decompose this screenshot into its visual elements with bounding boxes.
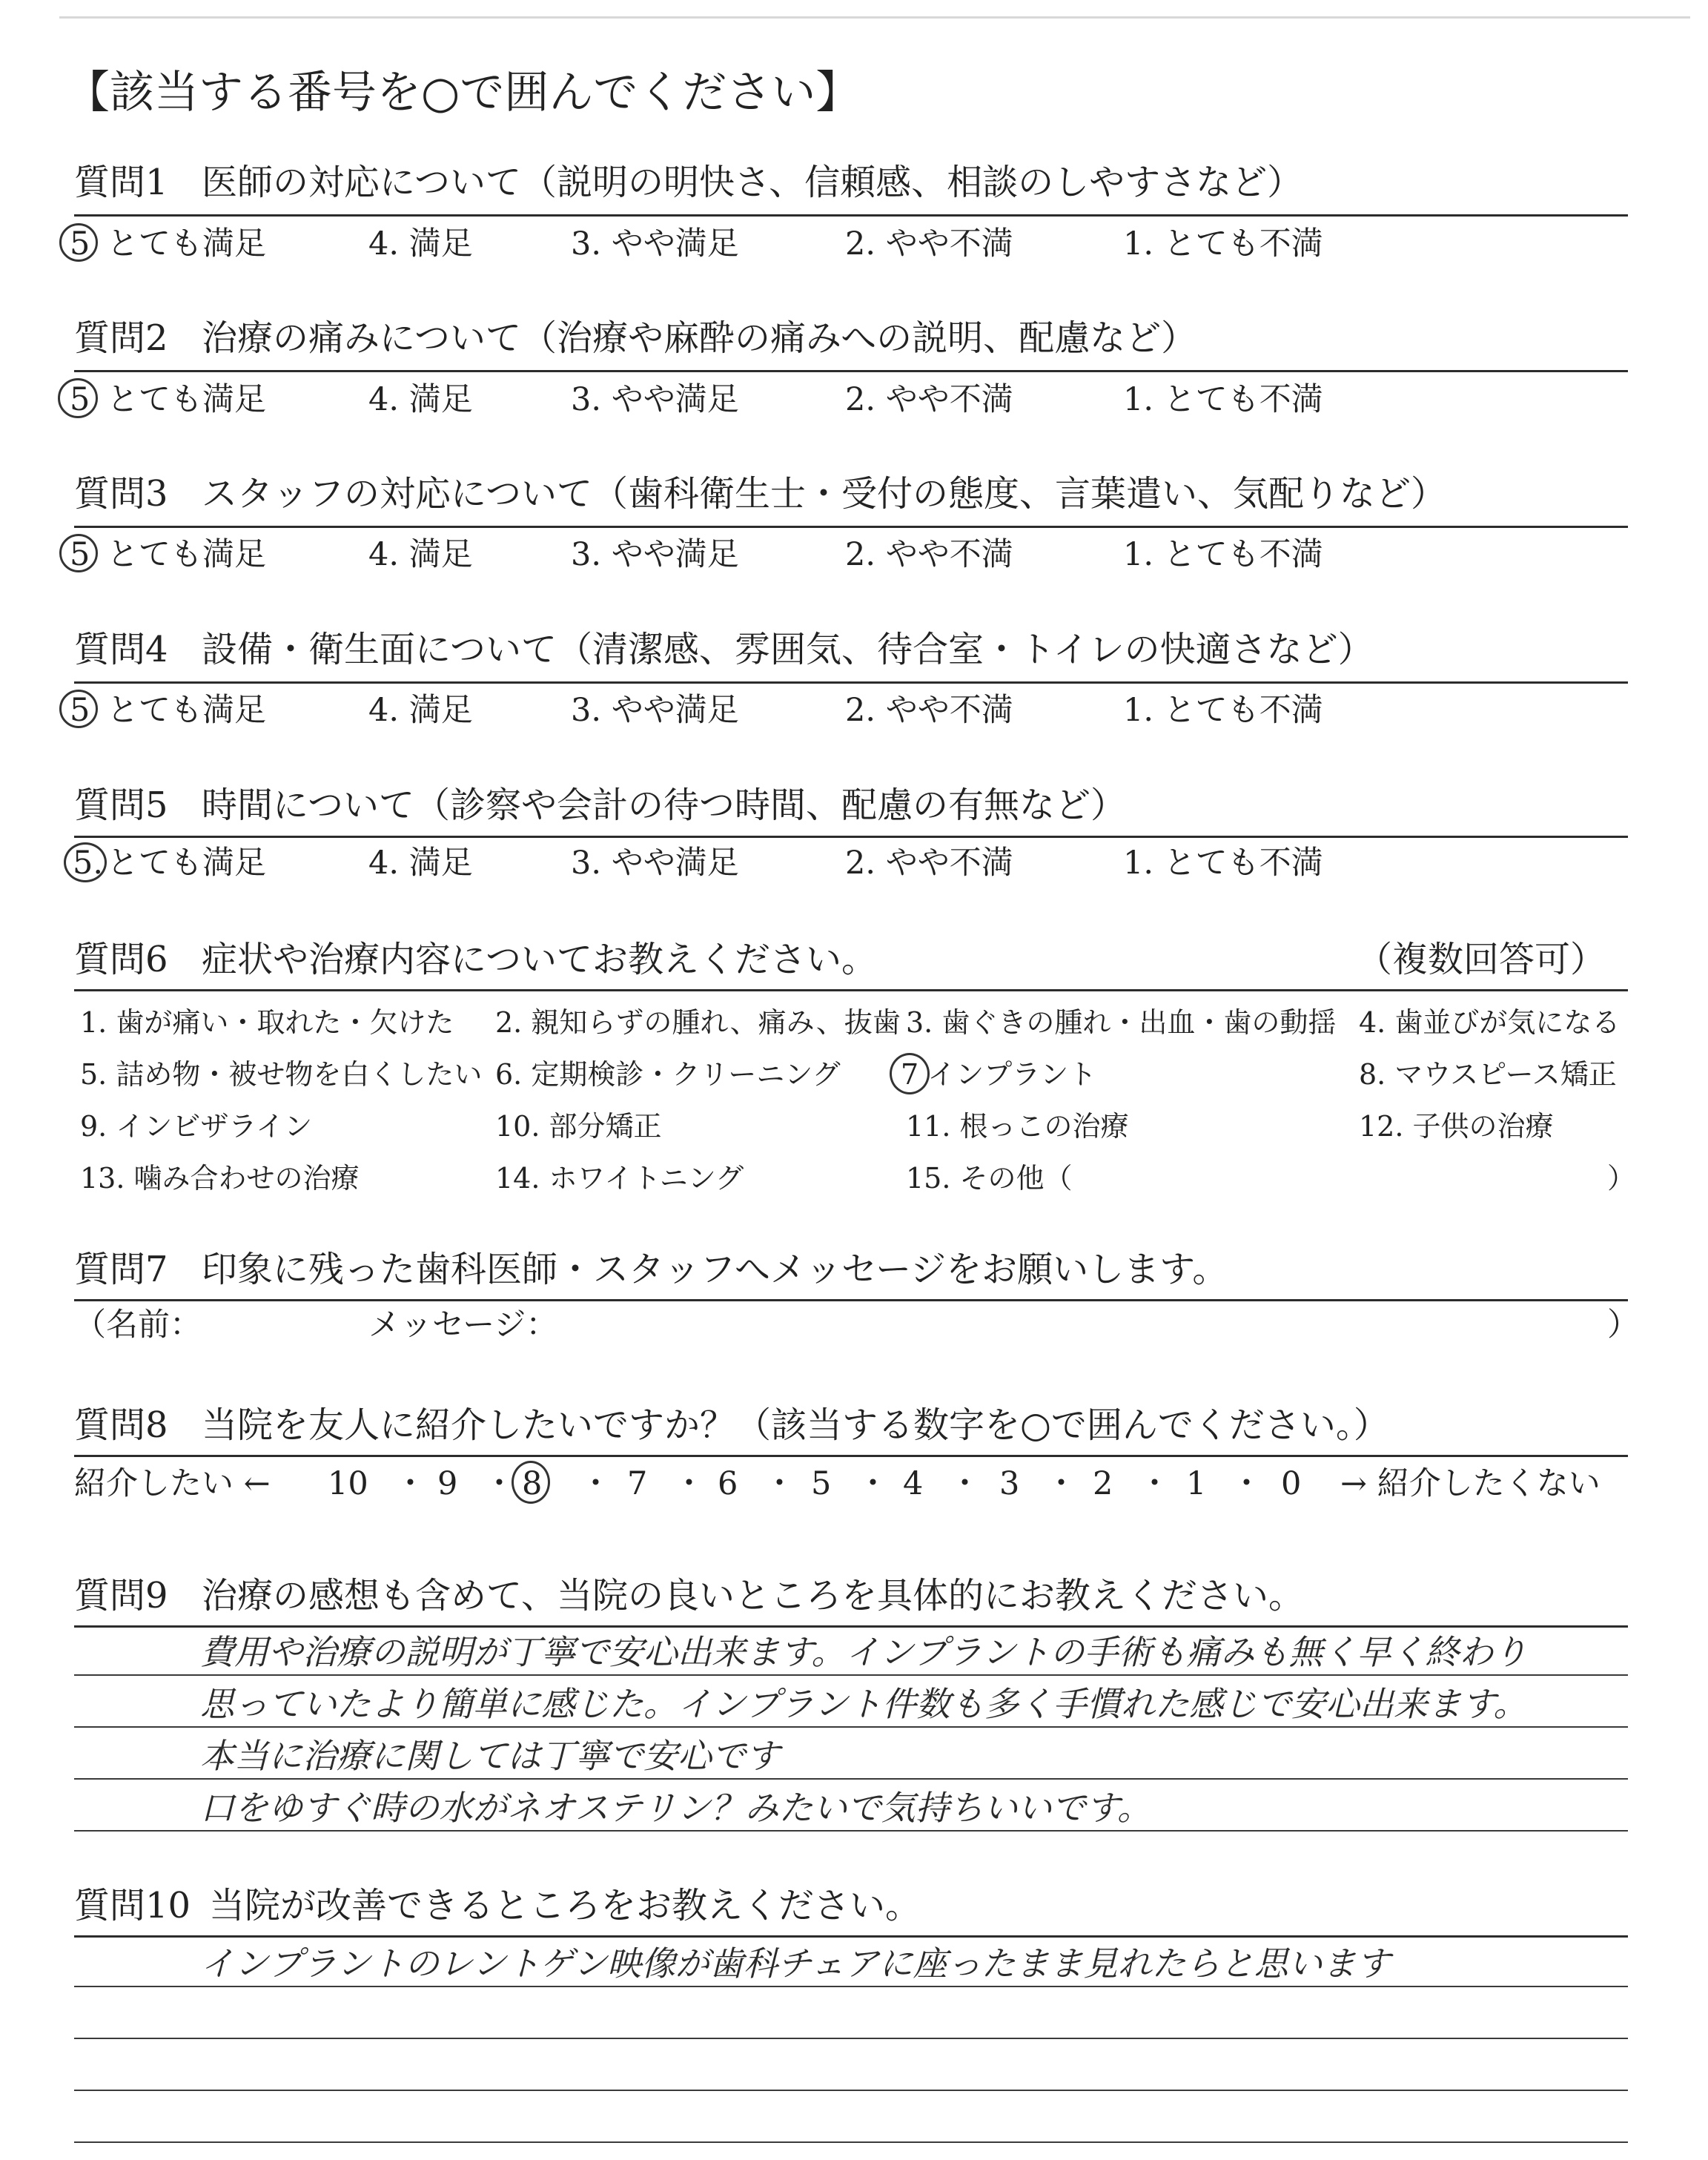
- q6-item-8[interactable]: 8. マウスピース矯正: [1359, 1058, 1617, 1091]
- q5-option-3[interactable]: 3. やや満足: [571, 845, 739, 882]
- q3-rule: [74, 526, 1628, 528]
- instruction-header: 【該当する番号を○で囲んでください】: [65, 67, 861, 119]
- q6-label: 質問6: [74, 939, 168, 980]
- q3-text: スタッフの対応について（歯科衛生士・受付の態度、言葉遣い、気配りなど）: [202, 473, 1447, 515]
- q7-name-label: （名前：: [74, 1307, 202, 1344]
- q8-left-label: 紹介したい ←: [74, 1465, 271, 1502]
- q10-answer-rule: [74, 2141, 1628, 2143]
- q10-label: 質問10: [74, 1885, 191, 1926]
- q1-option-1[interactable]: 1. とても不満: [1123, 225, 1323, 262]
- q9-answer-line-2: 思っていたより簡単に感じた。インプラント件数も多く手慣れた感じで安心出来ます。: [200, 1684, 1528, 1724]
- q5-rule: [74, 836, 1628, 838]
- q4-option-4[interactable]: 4. 満足: [368, 692, 473, 729]
- q4-option-3[interactable]: 3. やや満足: [571, 692, 739, 729]
- q8-scale-7[interactable]: 7: [627, 1465, 648, 1502]
- q3-option-5[interactable]: とても満足: [107, 536, 266, 573]
- q8-scale-10[interactable]: 10: [328, 1465, 368, 1502]
- q5-option-1[interactable]: 1. とても不満: [1123, 845, 1323, 882]
- q6-item-1[interactable]: 1. 歯が痛い・取れた・欠けた: [80, 1006, 454, 1039]
- q8-scale-0[interactable]: 0: [1281, 1465, 1302, 1502]
- q2-option-3[interactable]: 3. やや満足: [571, 381, 739, 418]
- q9-answer-rule: [74, 1778, 1628, 1780]
- q8-scale-8[interactable]: 8: [522, 1465, 543, 1502]
- q10-answer-rule: [74, 2090, 1628, 2091]
- q6-item-10[interactable]: 10. 部分矯正: [495, 1110, 662, 1143]
- q5-label: 質問5: [74, 785, 168, 826]
- q1-option-4[interactable]: 4. 満足: [368, 225, 473, 262]
- q8-sep: ・: [1045, 1465, 1077, 1502]
- q6-text: 症状や治療内容についてお教えください。: [202, 939, 878, 980]
- q10-answer-rule: [74, 2038, 1628, 2039]
- q10-answer-rule: [74, 1986, 1628, 1987]
- q5-option-5-number[interactable]: 5.: [73, 845, 104, 882]
- q3-option-3[interactable]: 3. やや満足: [571, 536, 739, 573]
- q8-scale-5[interactable]: 5: [811, 1465, 832, 1502]
- q8-scale-9[interactable]: 9: [437, 1465, 458, 1502]
- q6-rule: [74, 989, 1628, 991]
- q6-item-7[interactable]: 7 インプラント: [901, 1058, 1097, 1091]
- q10-rule: [74, 1935, 1628, 1938]
- q9-label: 質問9: [74, 1575, 168, 1616]
- q8-sep: ・: [1139, 1465, 1171, 1502]
- q5-option-5[interactable]: とても満足: [107, 845, 266, 882]
- q8-scale-4[interactable]: 4: [903, 1465, 924, 1502]
- q7-close: ）: [1607, 1307, 1639, 1344]
- q4-label: 質問4: [74, 629, 168, 670]
- q10-text: 当院が改善できるところをお教えください。: [209, 1885, 921, 1926]
- q3-option-2[interactable]: 2. やや不満: [845, 536, 1013, 573]
- q5-option-2[interactable]: 2. やや不満: [845, 845, 1013, 882]
- q7-label: 質問7: [74, 1249, 168, 1290]
- q6-item-5[interactable]: 5. 詰め物・被せ物を白くしたい: [80, 1058, 483, 1091]
- q2-option-2[interactable]: 2. やや不満: [845, 381, 1013, 418]
- q6-item-13[interactable]: 13. 噛み合わせの治療: [80, 1162, 360, 1195]
- q1-option-2[interactable]: 2. やや不満: [845, 225, 1013, 262]
- q8-text: 当院を友人に紹介したいですか？（該当する数字を○で囲んでください。）: [202, 1404, 1389, 1446]
- q6-item-15[interactable]: 15. その他（: [906, 1162, 1073, 1195]
- q1-option-5[interactable]: とても満足: [107, 225, 266, 262]
- q1-option-3[interactable]: 3. やや満足: [571, 225, 739, 262]
- q7-message-label: メッセージ：: [368, 1307, 558, 1344]
- q1-label: 質問1: [74, 162, 168, 203]
- q8-rule: [74, 1455, 1628, 1457]
- q8-sep: ・: [1231, 1465, 1262, 1502]
- q3-label: 質問3: [74, 473, 168, 515]
- q6-item-6[interactable]: 6. 定期検診・クリーニング: [495, 1058, 841, 1091]
- top-divider: [59, 16, 1690, 19]
- q9-answer-rule: [74, 1674, 1628, 1676]
- q9-answer-rule: [74, 1830, 1628, 1832]
- q9-text: 治療の感想も含めて、当院の良いところを具体的にお教えください。: [202, 1575, 1305, 1616]
- q8-right-label: → 紹介したくない: [1340, 1465, 1601, 1502]
- q9-answer-line-1: 費用や治療の説明が丁寧で安心出来ます。インプラントの手術も痛みも無く早く終わり: [200, 1632, 1528, 1672]
- q6-note: （複数回答可）: [1357, 939, 1606, 980]
- q1-text: 医師の対応について（説明の明快さ、信頼感、相談のしやすさなど）: [202, 162, 1303, 203]
- q9-answer-rule: [74, 1726, 1628, 1728]
- q7-text: 印象に残った歯科医師・スタッフへメッセージをお願いします。: [202, 1249, 1228, 1290]
- q6-item-12[interactable]: 12. 子供の治療: [1359, 1110, 1554, 1143]
- q8-sep: ・: [580, 1465, 612, 1502]
- q3-option-4[interactable]: 4. 満足: [368, 536, 473, 573]
- q7-rule: [74, 1299, 1628, 1301]
- q6-item-4[interactable]: 4. 歯並びが気になる: [1359, 1006, 1621, 1039]
- q9-answer-line-3: 本当に治療に関しては丁寧で安心です: [200, 1736, 780, 1776]
- q2-rule: [74, 370, 1628, 372]
- q4-option-5-number[interactable]: 5: [70, 692, 90, 729]
- q8-scale-2[interactable]: 2: [1093, 1465, 1113, 1502]
- q6-item-11[interactable]: 11. 根っこの治療: [906, 1110, 1129, 1143]
- q8-sep: ・: [483, 1465, 515, 1502]
- q6-other-close: ）: [1607, 1162, 1636, 1195]
- q6-item-3[interactable]: 3. 歯ぐきの腫れ・出血・歯の動揺: [906, 1006, 1337, 1039]
- q8-scale-3[interactable]: 3: [999, 1465, 1020, 1502]
- q8-sep: ・: [949, 1465, 981, 1502]
- q4-rule: [74, 681, 1628, 684]
- q4-option-5[interactable]: とても満足: [107, 692, 266, 729]
- q1-rule: [74, 214, 1628, 217]
- q2-option-4[interactable]: 4. 満足: [368, 381, 473, 418]
- q9-rule: [74, 1625, 1628, 1628]
- q4-text: 設備・衛生面について（清潔感、雰囲気、待合室・トイレの快適さなど）: [202, 629, 1374, 670]
- q4-option-2[interactable]: 2. やや不満: [845, 692, 1013, 729]
- q2-option-5-number[interactable]: 5: [70, 381, 90, 418]
- q8-scale-6[interactable]: 6: [718, 1465, 738, 1502]
- q3-option-1[interactable]: 1. とても不満: [1123, 536, 1323, 573]
- q6-item-14[interactable]: 14. ホワイトニング: [495, 1162, 744, 1195]
- q6-item-2[interactable]: 2. 親知らずの腫れ、痛み、抜歯: [495, 1006, 901, 1039]
- q8-sep: ・: [857, 1465, 889, 1502]
- q2-label: 質問2: [74, 317, 168, 359]
- q8-scale-1[interactable]: 1: [1186, 1465, 1207, 1502]
- q9-answer-line-4: 口をゆすぐ時の水がネオステリン？みたいで気持ちいいです。: [200, 1788, 1151, 1828]
- q5-option-4[interactable]: 4. 満足: [368, 845, 473, 882]
- q2-option-5[interactable]: とても満足: [107, 381, 266, 418]
- q8-sep: ・: [764, 1465, 795, 1502]
- q4-option-1[interactable]: 1. とても不満: [1123, 692, 1323, 729]
- q2-text: 治療の痛みについて（治療や麻酔の痛みへの説明、配慮など）: [202, 317, 1197, 359]
- q3-option-5-number[interactable]: 5: [70, 536, 90, 573]
- q1-option-5-number[interactable]: 5: [70, 225, 90, 262]
- q10-answer-line-1: インプラントのレントゲン映像が歯科チェアに座ったまま見れたらと思います: [200, 1943, 1391, 1984]
- q2-option-1[interactable]: 1. とても不満: [1123, 381, 1323, 418]
- q5-text: 時間について（診察や会計の待つ時間、配慮の有無など）: [202, 785, 1127, 826]
- q8-label: 質問8: [74, 1404, 168, 1446]
- q8-sep: ・: [394, 1465, 426, 1502]
- q6-item-9[interactable]: 9. インビザライン: [80, 1110, 313, 1143]
- q8-sep: ・: [673, 1465, 705, 1502]
